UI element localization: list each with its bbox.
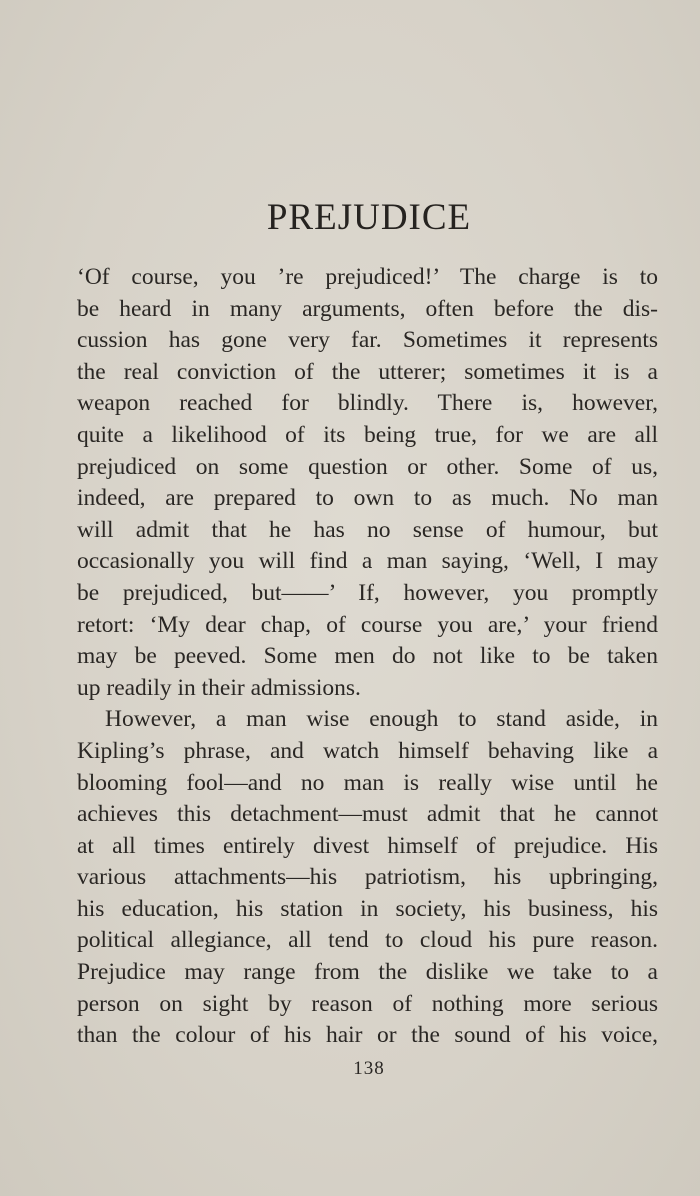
text-line: cussion has gone very far. Sometimes it represents [77, 327, 658, 354]
text-line: However, a man wise enough to stand aside, in [105, 706, 658, 733]
paragraph-1 [77, 262, 658, 704]
text-line: blooming fool—and no man is really wise until he [77, 769, 658, 796]
text-line: quite a likelihood of its being true, for we are all [77, 421, 658, 448]
text-line: be heard in many arguments, often before the dis- [77, 295, 658, 322]
text-line: at all times entirely divest himself of prejudice. His [77, 832, 658, 859]
page-number: 138 [353, 1058, 385, 1079]
text-line: ‘Of course, you ’re prejudiced!’ The charge is to [77, 264, 658, 290]
text-line: achieves this detachment—must admit that he cannot [77, 801, 658, 828]
text-line: up readily in their admissions. [77, 674, 361, 701]
text-line: be prejudiced, but——’ If, however, you promptly [77, 579, 658, 606]
text-line: political allegiance, all tend to cloud his pure reason. [77, 927, 658, 954]
text-line: person on sight by reason of nothing more serious [77, 990, 658, 1017]
text-line: the real conviction of the utterer; sometimes it is a [77, 358, 658, 385]
text-line: his education, his station in society, his business, his [77, 895, 658, 922]
text-line: Prejudice may range from the dislike we take to a [77, 959, 658, 986]
text-line: occasionally you will find a man saying, ‘Well, I may [77, 548, 658, 575]
text-line: will admit that he has no sense of humour, but [77, 516, 658, 543]
text-line: indeed, are prepared to own to as much. No man [77, 485, 658, 512]
text-line: Kipling’s phrase, and watch himself behaving like a [77, 737, 658, 764]
paragraph-2 [77, 704, 658, 1052]
chapter-title: PREJUDICE [266, 197, 472, 238]
text-line: weapon reached for blindly. There is, however, [77, 390, 658, 417]
text-line: prejudiced on some question or other. Some of us, [77, 453, 658, 480]
text-line: than the colour of his hair or the sound of his voice, [77, 1022, 658, 1049]
body-text [77, 262, 658, 1052]
text-line: retort: ‘My dear chap, of course you are,’ your friend [77, 611, 658, 638]
text-line: various attachments—his patriotism, his upbringing, [77, 864, 658, 891]
text-line: may be peeved. Some men do not like to be taken [77, 643, 658, 670]
